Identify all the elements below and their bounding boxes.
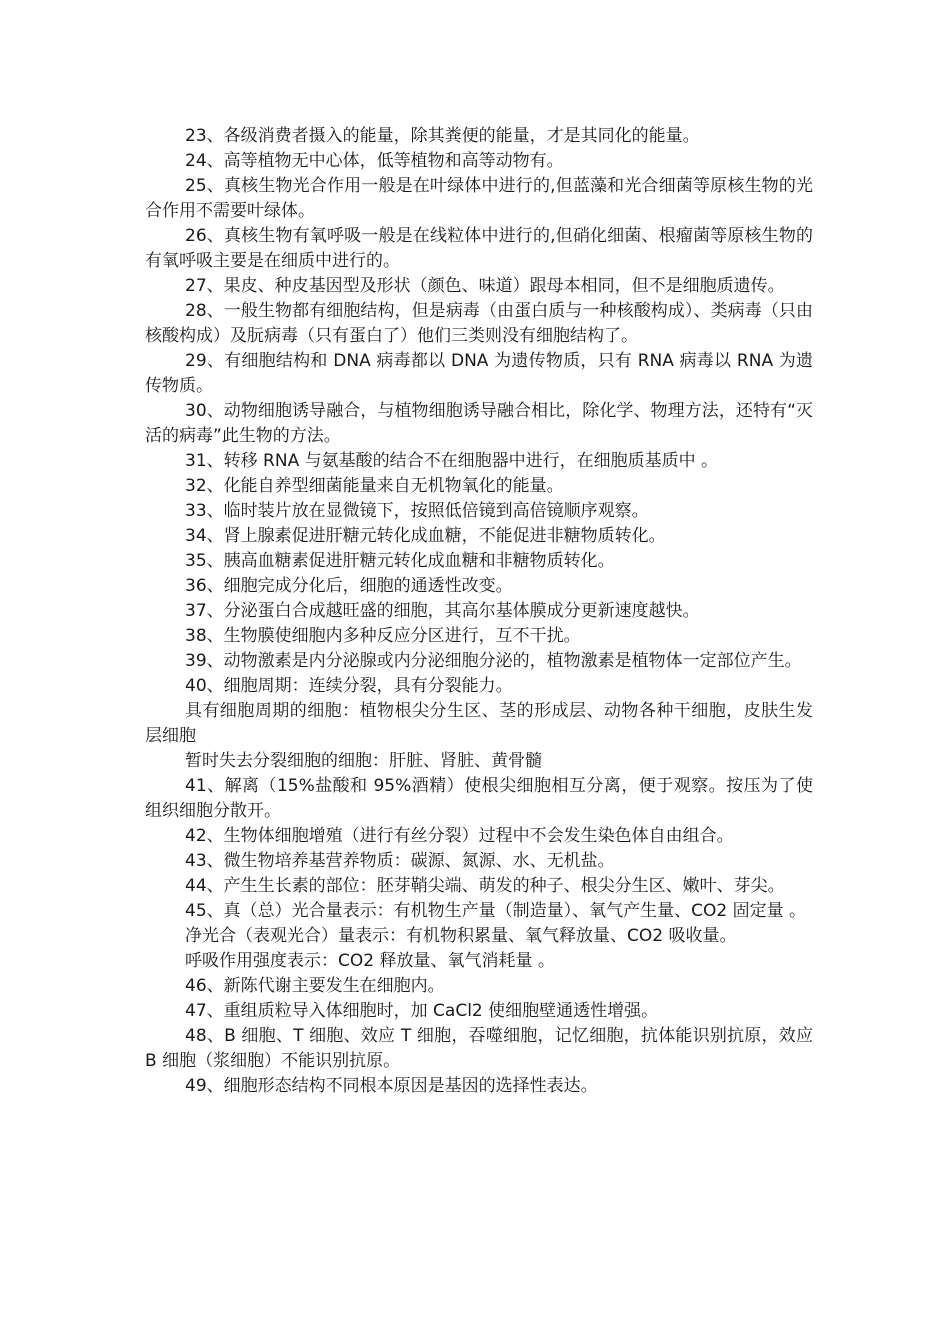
paragraph-33: 33、临时装片放在显微镜下，按照低倍镜到高倍镜顺序观察。 (185, 501, 649, 521)
paragraph-45-net-photosynthesis: 净光合（表观光合）量表示：有机物积累量、氧气释放量、CO2 吸收量。 (185, 926, 737, 946)
document-body (145, 124, 813, 1099)
paragraph-40-cell-cycle-cells: 具有细胞周期的细胞：植物根尖分生区、茎的形成层、动物各种干细胞，皮肤生发层细胞 (145, 701, 813, 746)
paragraph-43: 43、微生物培养基营养物质：碳源、氮源、水、无机盐。 (185, 851, 615, 871)
paragraph-45-respiration: 呼吸作用强度表示：CO2 释放量、氧气消耗量 。 (185, 951, 555, 971)
paragraph-31: 31、转移 RNA 与氨基酸的结合不在细胞器中进行，在细胞质基质中 。 (185, 451, 719, 471)
paragraph-34: 34、肾上腺素促进肝糖元转化成血糖，不能促进非糖物质转化。 (185, 526, 666, 546)
paragraph-48: 48、B 细胞、T 细胞、效应 T 细胞，吞噬细胞，记忆细胞，抗体能识别抗原，效应 B 细胞（浆细胞）不能识别抗原。 (145, 1026, 813, 1071)
paragraph-42: 42、生物体细胞增殖（进行有丝分裂）过程中不会发生染色体自由组合。 (185, 826, 734, 846)
paragraph-47: 47、重组质粒导入体细胞时，加 CaCl2 使细胞壁通透性增强。 (185, 1001, 659, 1021)
paragraph-25: 25、真核生物光合作用一般是在叶绿体中进行的,但蓝藻和光合细菌等原核生物的光合作用不需要叶绿体。 (145, 176, 813, 221)
paragraph-49: 49、细胞形态结构不同根本原因是基因的选择性表达。 (185, 1076, 598, 1096)
paragraph-23: 23、各级消费者摄入的能量，除其粪便的能量，才是其同化的能量。 (185, 126, 700, 146)
paragraph-26: 26、真核生物有氧呼吸一般是在线粒体中进行的,但硝化细菌、根瘤菌等原核生物的有氧呼吸主要是在细质中进行的。 (145, 226, 813, 271)
paragraph-39: 39、动物激素是内分泌腺或内分泌细胞分泌的，植物激素是植物体一定部位产生。 (185, 651, 802, 671)
paragraph-46: 46、新陈代谢主要发生在细胞内。 (185, 976, 445, 996)
paragraph-41: 41、解离（15%盐酸和 95%酒精）使根尖细胞相互分离，便于观察。按压为了使组织细胞分散开。 (145, 776, 813, 821)
paragraph-28: 28、一般生物都有细胞结构，但是病毒（由蛋白质与一种核酸构成）、类病毒（只由核酸构成）及朊病毒（只有蛋白了）他们三类则没有细胞结构了。 (145, 301, 813, 346)
paragraph-32: 32、化能自养型细菌能量来自无机物氧化的能量。 (185, 476, 564, 496)
paragraph-29: 29、有细胞结构和 DNA 病毒都以 DNA 为遗传物质，只有 RNA 病毒以 RNA 为遗传物质。 (145, 351, 813, 396)
paragraph-40: 40、细胞周期：连续分裂，具有分裂能力。 (185, 676, 513, 696)
paragraph-30: 30、动物细胞诱导融合，与植物细胞诱导融合相比，除化学、物理方法，还特有“灭活的病毒”此生物的方法。 (145, 401, 813, 446)
paragraph-45: 45、真（总）光合量表示：有机物生产量（制造量）、氧气产生量、CO2 固定量 。 (185, 901, 807, 921)
paragraph-44: 44、产生生长素的部位：胚芽鞘尖端、萌发的种子、根尖分生区、嫩叶、芽尖。 (185, 876, 785, 896)
paragraph-24: 24、高等植物无中心体，低等植物和高等动物有。 (185, 151, 564, 171)
paragraph-35: 35、胰高血糖素促进肝糖元转化成血糖和非糖物质转化。 (185, 551, 615, 571)
paragraph-36: 36、细胞完成分化后，细胞的通透性改变。 (185, 576, 513, 596)
paragraph-40-non-dividing-cells: 暂时失去分裂细胞的细胞：肝脏、肾脏、黄骨髓 (185, 751, 542, 771)
paragraph-38: 38、生物膜使细胞内多种反应分区进行，互不干扰。 (185, 626, 581, 646)
paragraph-27: 27、果皮、种皮基因型及形状（颜色、味道）跟母本相同，但不是细胞质遗传。 (185, 276, 785, 296)
paragraph-37: 37、分泌蛋白合成越旺盛的细胞，其高尔基体膜成分更新速度越快。 (185, 601, 700, 621)
